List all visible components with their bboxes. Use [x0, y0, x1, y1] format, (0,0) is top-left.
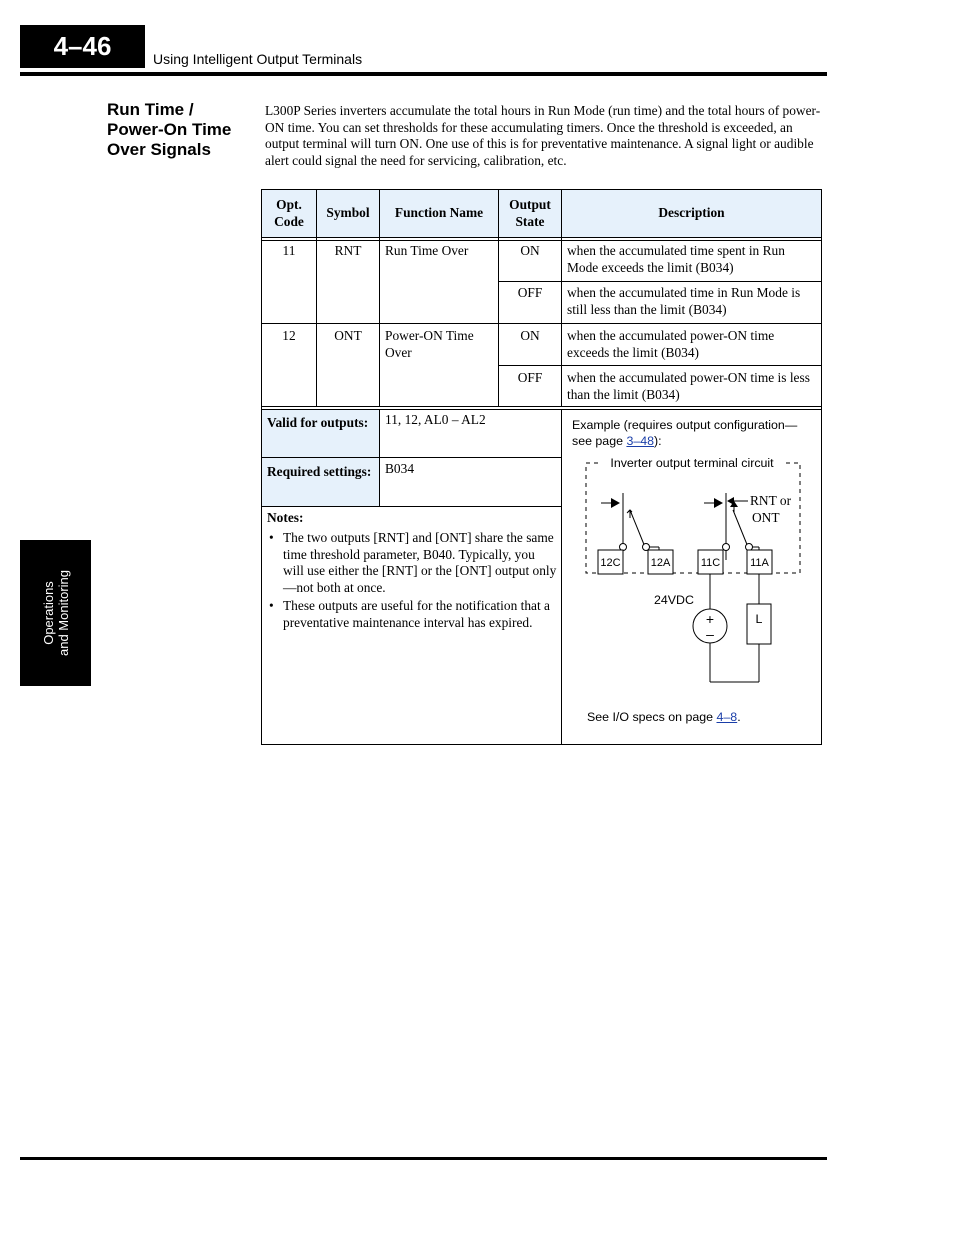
- row-12-code: 12: [282, 328, 296, 343]
- row-11-desc-on: when the accumulated time spent in Run Mode exceeds the limit (B034): [567, 243, 785, 275]
- svg-text:–: –: [706, 626, 714, 642]
- header-function-name: Function Name: [380, 190, 498, 237]
- example-caption: Example (requires output configuration— see page 3–48):: [572, 418, 798, 448]
- header-output-state: Output State: [499, 190, 561, 237]
- io-specs-note: See I/O specs on page 4–8.: [587, 710, 741, 724]
- notes-list: [267, 530, 557, 633]
- chapter-side-tab[interactable]: [20, 540, 91, 686]
- row-11-desc-off: when the accumulated time in Run Mode is still less than the limit (B034): [567, 285, 801, 317]
- row-12-symbol: ONT: [334, 328, 362, 343]
- svg-text:12A: 12A: [650, 557, 671, 569]
- rnt-or-label: RNT or: [750, 493, 792, 508]
- svg-text:L: L: [755, 612, 763, 626]
- header-rule: [20, 72, 827, 76]
- intro-paragraph: L300P Series inverters accumulate the total hours in Run Mode (run time) and the total hours of power-ON time. You can set thresholds for these accumulating timers. Once the threshold is exceeded, an output terminal will turn ON. One use of this is for preventative maintenance. A signal light or audible alert could signal the need for servicing, calibration, etc.: [265, 103, 821, 168]
- row-12-desc-on: when the accumulated power-ON time exceeds the limit (B034): [567, 328, 775, 360]
- valid-for-label: Valid for outputs:: [267, 415, 369, 430]
- section-heading: Run Time / Power-On Time Over Signals: [107, 100, 232, 159]
- row-12-state-off: OFF: [517, 370, 543, 385]
- required-value: B034: [385, 461, 415, 476]
- note-item: • The two outputs [RNT] and [ONT] share the same time threshold parameter, B040. Typically, you will use either the [RNT] or the [ONT] output only—not both at once.: [267, 530, 557, 596]
- function-table: [261, 189, 822, 745]
- row-12-state-on: ON: [520, 328, 540, 343]
- row-11-code: 11: [282, 243, 296, 258]
- note-item: • These outputs are useful for the notification that a preventative maintenance interval has expired.: [267, 598, 557, 631]
- header-description: Description: [562, 190, 821, 237]
- side-tab-label: Operations and Monitoring: [40, 570, 71, 656]
- notes-label: Notes:: [267, 510, 304, 525]
- circuit-title: Inverter output terminal circuit: [610, 456, 774, 470]
- page-number-box: [20, 25, 145, 68]
- supply-label: 24VDC: [654, 593, 694, 607]
- header-symbol: Symbol: [317, 190, 379, 237]
- row-11-state-on: ON: [520, 243, 540, 258]
- required-label: Required settings:: [267, 464, 372, 479]
- row-12-function: Power-ON Time Over: [385, 328, 474, 360]
- valid-for-value: 11, 12, AL0 – AL2: [385, 412, 486, 427]
- row-12-desc-off: when the accumulated power-ON time is less than the limit (B034): [567, 370, 810, 402]
- page-link-3-48[interactable]: 3–48: [626, 433, 655, 448]
- ont-label: ONT: [752, 510, 780, 525]
- svg-text:12C: 12C: [600, 557, 621, 569]
- row-11-state-off: OFF: [517, 285, 543, 300]
- svg-text:11A: 11A: [750, 557, 769, 569]
- row-11-symbol: RNT: [334, 243, 362, 258]
- row-11-function: Run Time Over: [385, 243, 469, 258]
- page-link-4-8[interactable]: 4–8: [716, 710, 738, 724]
- header-opt-code: Opt. Code: [262, 190, 316, 237]
- running-header-title: Using Intelligent Output Terminals: [153, 51, 363, 67]
- svg-text:11C: 11C: [700, 557, 721, 569]
- output-circuit-diagram: [562, 452, 821, 692]
- page-number: 4–46: [53, 31, 112, 61]
- svg-text:+: +: [705, 611, 715, 627]
- footer-rule: [20, 1157, 827, 1160]
